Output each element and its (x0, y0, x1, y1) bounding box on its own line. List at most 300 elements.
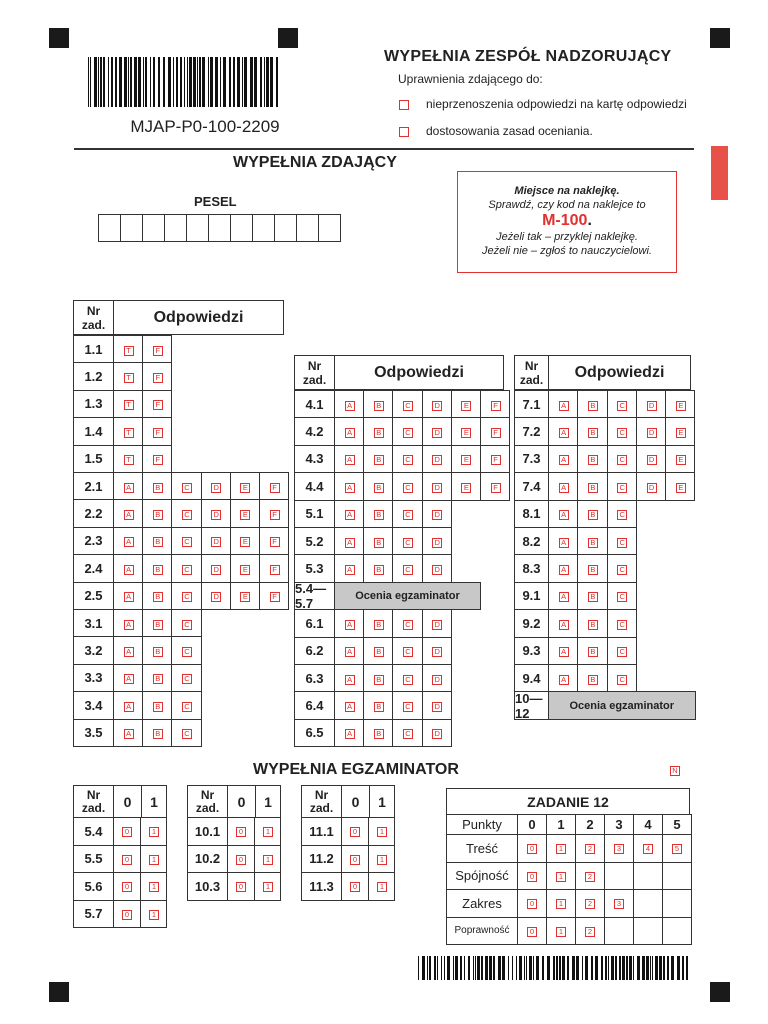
answer-option-A[interactable]: A (124, 729, 134, 739)
answer-cell (113, 472, 143, 500)
answer-option-B[interactable]: B (588, 565, 598, 575)
answer-cell (363, 390, 393, 418)
answer-option-A[interactable]: A (124, 674, 134, 684)
score-option-0[interactable]: 0 (236, 855, 246, 865)
score-cell (113, 845, 141, 874)
answer-option-B[interactable]: B (153, 592, 163, 602)
pesel-digit-box[interactable] (164, 214, 187, 242)
task-number: 4.1 (294, 390, 335, 418)
answer-cell (607, 664, 637, 692)
answer-cell (392, 445, 422, 473)
answer-option-B[interactable]: B (374, 483, 384, 493)
answer-option-D[interactable]: D (647, 401, 657, 411)
pesel-digit-box[interactable] (120, 214, 143, 242)
answer-option-A[interactable]: A (345, 510, 355, 520)
answer-option-C[interactable]: C (403, 729, 413, 739)
answer-option-F[interactable]: F (491, 428, 501, 438)
answer-option-E[interactable]: E (461, 483, 471, 493)
answer-option-C[interactable]: C (617, 455, 627, 465)
criterion-label: Poprawność (446, 917, 518, 946)
examiner-only-cell: Ocenia egzaminator (334, 582, 481, 610)
answer-option-A[interactable]: A (559, 455, 569, 465)
answer-option-C[interactable]: C (617, 565, 627, 575)
answer-option-D[interactable]: D (647, 455, 657, 465)
answer-option-C[interactable]: C (182, 510, 192, 520)
answer-option-F[interactable]: F (491, 401, 501, 411)
criterion-option-3[interactable]: 3 (614, 899, 624, 909)
answer-option-B[interactable]: B (588, 510, 598, 520)
criterion-score-cell (517, 834, 547, 863)
answer-option-E[interactable]: E (240, 510, 250, 520)
answer-option-C[interactable]: C (403, 428, 413, 438)
answer-option-E[interactable]: E (240, 483, 250, 493)
answer-cell (363, 691, 393, 719)
examiner-section-title: WYPEŁNIA EGZAMINATOR (253, 761, 459, 778)
answer-option-E[interactable]: E (240, 592, 250, 602)
answer-option-D[interactable]: D (647, 483, 657, 493)
criterion-option-5[interactable]: 5 (672, 844, 682, 854)
answer-cell (392, 554, 422, 582)
answers-header (73, 300, 284, 335)
answer-option-A[interactable]: A (559, 428, 569, 438)
answer-option-B[interactable]: B (153, 729, 163, 739)
answer-option-F[interactable]: F (270, 565, 280, 575)
answer-option-A[interactable]: A (124, 647, 134, 657)
answer-option-B[interactable]: B (374, 510, 384, 520)
answer-option-A[interactable]: A (345, 565, 355, 575)
points-header-0: 0 (517, 814, 547, 835)
score-option-1[interactable]: 1 (149, 827, 159, 837)
answer-option-B[interactable]: B (588, 592, 598, 602)
answer-option-B[interactable]: B (374, 538, 384, 548)
answer-option-D[interactable]: D (432, 702, 442, 712)
sticker-title: Miejsce na naklejkę. (514, 185, 620, 197)
criterion-option-2[interactable]: 2 (585, 899, 595, 909)
answer-option-C[interactable]: C (403, 510, 413, 520)
answer-cell (480, 472, 510, 500)
pesel-digit-box[interactable] (252, 214, 275, 242)
answer-option-D[interactable]: D (432, 647, 442, 657)
answer-option-B[interactable]: B (374, 647, 384, 657)
answer-option-D[interactable]: D (211, 592, 221, 602)
criterion-option-2[interactable]: 2 (585, 872, 595, 882)
answer-cell (577, 582, 607, 610)
answer-option-T[interactable]: T (124, 373, 134, 383)
task-number: 6.4 (294, 691, 335, 719)
answer-option-A[interactable]: A (345, 483, 355, 493)
col-0-header: 0 (228, 786, 256, 817)
pesel-digit-box[interactable] (186, 214, 209, 242)
answer-option-C[interactable]: C (403, 620, 413, 630)
answer-option-C[interactable]: C (182, 647, 192, 657)
answer-option-A[interactable]: A (124, 483, 134, 493)
zad-label: zad. (81, 318, 106, 332)
answer-option-C[interactable]: C (617, 401, 627, 411)
score-option-0[interactable]: 0 (236, 827, 246, 837)
answer-cell (422, 609, 452, 637)
task-number: 8.2 (514, 527, 549, 555)
answer-cell (392, 417, 422, 445)
answer-option-E[interactable]: E (676, 428, 686, 438)
zad-label: zad. (195, 801, 220, 815)
answer-cell (548, 527, 578, 555)
score-cell (368, 817, 395, 846)
score-option-1[interactable]: 1 (263, 827, 273, 837)
score-option-1[interactable]: 1 (263, 882, 273, 892)
pesel-digit-box[interactable] (318, 214, 341, 242)
answer-option-A[interactable]: A (345, 401, 355, 411)
answer-option-A[interactable]: A (559, 675, 569, 685)
answer-option-A[interactable]: A (559, 538, 569, 548)
answer-cell (334, 637, 364, 665)
answer-option-B[interactable]: B (588, 401, 598, 411)
criterion-score-cell (662, 862, 692, 891)
score-cell (140, 817, 167, 846)
examiner-grid-header (73, 785, 167, 818)
answer-option-C[interactable]: C (403, 538, 413, 548)
answer-option-A[interactable]: A (559, 620, 569, 630)
answer-cell (363, 417, 393, 445)
answer-option-D[interactable]: D (432, 510, 442, 520)
criterion-score-cell (546, 862, 576, 891)
answer-option-D[interactable]: D (432, 401, 442, 411)
checkbox-no-transfer[interactable] (399, 100, 409, 110)
score-option-1[interactable]: 1 (149, 910, 159, 920)
score-option-1[interactable]: 1 (149, 882, 159, 892)
answer-cell (363, 637, 393, 665)
nr-header (188, 786, 228, 817)
task-number: 2.5 (73, 582, 114, 610)
answer-option-F[interactable]: F (270, 510, 280, 520)
score-option-1[interactable]: 1 (263, 855, 273, 865)
answer-option-A[interactable]: A (559, 483, 569, 493)
answer-option-B[interactable]: B (374, 401, 384, 411)
answer-cell (171, 691, 201, 719)
answer-cell (171, 554, 201, 582)
score-option-0[interactable]: 0 (236, 882, 246, 892)
criterion-option-1[interactable]: 1 (556, 872, 566, 882)
answer-option-B[interactable]: B (588, 647, 598, 657)
answer-option-D[interactable]: D (211, 510, 221, 520)
answer-option-F[interactable]: F (270, 483, 280, 493)
criterion-score-cell (662, 834, 692, 863)
task-number: 3.2 (73, 636, 114, 664)
col-0-header: 0 (114, 786, 142, 817)
criterion-score-cell (517, 889, 547, 918)
answer-option-F[interactable]: F (153, 373, 163, 383)
task-number: 3.5 (73, 719, 114, 747)
answer-option-C[interactable]: C (617, 620, 627, 630)
answer-option-T[interactable]: T (124, 400, 134, 410)
answer-option-A[interactable]: A (124, 620, 134, 630)
answer-option-C[interactable]: C (403, 455, 413, 465)
answer-option-A[interactable]: A (345, 647, 355, 657)
task-number: 8.3 (514, 554, 549, 582)
answer-option-A[interactable]: A (345, 455, 355, 465)
criterion-option-2[interactable]: 2 (585, 844, 595, 854)
answer-option-B[interactable]: B (374, 675, 384, 685)
criterion-option-0[interactable]: 0 (527, 927, 537, 937)
score-option-1[interactable]: 1 (377, 827, 387, 837)
answer-cell (259, 582, 289, 610)
answer-option-B[interactable]: B (588, 538, 598, 548)
task-number: 8.1 (514, 500, 549, 528)
score-option-0[interactable]: 0 (350, 827, 360, 837)
answer-option-A[interactable]: A (559, 565, 569, 575)
answer-option-B[interactable]: B (588, 675, 598, 685)
criterion-label: Treść (446, 834, 518, 863)
answer-option-E[interactable]: E (461, 455, 471, 465)
criterion-label: Spójność (446, 862, 518, 891)
answer-cell (548, 417, 578, 445)
answer-option-D[interactable]: D (432, 428, 442, 438)
score-option-0[interactable]: 0 (122, 910, 132, 920)
criterion-option-1[interactable]: 1 (556, 927, 566, 937)
score-cell (140, 900, 167, 929)
answer-option-E[interactable]: E (240, 565, 250, 575)
col-1-header: 1 (378, 793, 386, 810)
n-mark[interactable]: N (670, 766, 680, 776)
answer-option-C[interactable]: C (182, 592, 192, 602)
answer-option-A[interactable]: A (559, 647, 569, 657)
criterion-option-3[interactable]: 3 (614, 844, 624, 854)
answer-option-C[interactable]: C (617, 483, 627, 493)
pesel-field[interactable] (98, 214, 340, 242)
answer-option-A[interactable]: A (345, 428, 355, 438)
pesel-digit-box[interactable] (274, 214, 297, 242)
answer-cell (363, 472, 393, 500)
answer-option-F[interactable]: F (270, 537, 280, 547)
answer-option-B[interactable]: B (153, 510, 163, 520)
answer-option-E[interactable]: E (240, 537, 250, 547)
answer-option-D[interactable]: D (432, 538, 442, 548)
side-tab (711, 146, 728, 200)
score-option-1[interactable]: 1 (377, 855, 387, 865)
answer-option-A[interactable]: A (124, 565, 134, 575)
answer-option-C[interactable]: C (182, 702, 192, 712)
answer-option-C[interactable]: C (182, 620, 192, 630)
answer-option-C[interactable]: C (182, 483, 192, 493)
answer-option-E[interactable]: E (676, 401, 686, 411)
nr-label: Nr (86, 304, 101, 318)
answer-option-B[interactable]: B (374, 455, 384, 465)
answer-option-D[interactable]: D (432, 455, 442, 465)
criterion-option-1[interactable]: 1 (556, 844, 566, 854)
answer-option-A[interactable]: A (559, 401, 569, 411)
answer-option-F[interactable]: F (153, 400, 163, 410)
task-number: 1.3 (73, 390, 114, 418)
answer-option-A[interactable]: A (345, 702, 355, 712)
criterion-score-cell (575, 917, 605, 946)
answer-option-D[interactable]: D (211, 537, 221, 547)
option-adapted-grading-label: dostosowania zasad oceniania. (426, 124, 593, 138)
answer-option-B[interactable]: B (153, 702, 163, 712)
score-option-1[interactable]: 1 (377, 882, 387, 892)
answer-option-E[interactable]: E (676, 483, 686, 493)
answer-option-B[interactable]: B (588, 428, 598, 438)
answer-option-F[interactable]: F (153, 428, 163, 438)
criterion-option-0[interactable]: 0 (527, 872, 537, 882)
answer-cell (422, 554, 452, 582)
answer-option-C[interactable]: C (182, 729, 192, 739)
pesel-digit-box[interactable] (208, 214, 231, 242)
answer-option-A[interactable]: A (124, 702, 134, 712)
task-number: 11.2 (301, 845, 342, 874)
answer-option-F[interactable]: F (270, 592, 280, 602)
answer-option-F[interactable]: F (491, 483, 501, 493)
answer-option-C[interactable]: C (617, 510, 627, 520)
criterion-score-cell (633, 834, 663, 863)
answer-option-F[interactable]: F (153, 455, 163, 465)
answer-option-B[interactable]: B (153, 537, 163, 547)
score-option-0[interactable]: 0 (122, 882, 132, 892)
criterion-score-cell (633, 917, 663, 946)
answer-option-C[interactable]: C (617, 538, 627, 548)
answer-option-E[interactable]: E (461, 401, 471, 411)
task-number: 1.5 (73, 445, 114, 473)
answer-option-C[interactable]: C (617, 675, 627, 685)
criterion-option-0[interactable]: 0 (527, 899, 537, 909)
pesel-digit-box[interactable] (98, 214, 121, 242)
answer-option-D[interactable]: D (432, 565, 442, 575)
answer-option-C[interactable]: C (617, 647, 627, 657)
answer-option-A[interactable]: A (345, 538, 355, 548)
answer-option-C[interactable]: C (182, 674, 192, 684)
registration-mark-bottom-right (710, 982, 730, 1002)
checkbox-adapted-grading[interactable] (399, 127, 409, 137)
answer-option-B[interactable]: B (374, 565, 384, 575)
criterion-option-1[interactable]: 1 (556, 899, 566, 909)
answer-cell (113, 719, 143, 747)
criterion-score-cell (517, 862, 547, 891)
score-option-0[interactable]: 0 (350, 882, 360, 892)
task-number: 10—12 (514, 691, 549, 719)
answer-option-C[interactable]: C (182, 565, 192, 575)
answer-option-A[interactable]: A (559, 510, 569, 520)
answer-option-A[interactable]: A (559, 592, 569, 602)
answer-option-B[interactable]: B (374, 620, 384, 630)
answer-option-F[interactable]: F (491, 455, 501, 465)
answer-option-C[interactable]: C (403, 565, 413, 575)
answer-option-C[interactable]: C (403, 401, 413, 411)
answer-cell (577, 664, 607, 692)
answer-option-C[interactable]: C (403, 702, 413, 712)
answer-option-B[interactable]: B (153, 483, 163, 493)
answer-option-D[interactable]: D (211, 565, 221, 575)
answer-option-A[interactable]: A (124, 592, 134, 602)
answer-option-B[interactable]: B (374, 702, 384, 712)
answer-option-B[interactable]: B (374, 729, 384, 739)
answer-cell (548, 637, 578, 665)
answer-option-T[interactable]: T (124, 428, 134, 438)
answer-option-D[interactable]: D (432, 675, 442, 685)
answer-cell (607, 390, 637, 418)
registration-mark-top-center (278, 28, 298, 48)
points-label: Punkty (446, 814, 518, 835)
answer-cell (171, 664, 201, 692)
answer-option-C[interactable]: C (403, 675, 413, 685)
score-cell (113, 817, 141, 846)
pesel-digit-box[interactable] (230, 214, 253, 242)
answer-option-B[interactable]: B (588, 483, 598, 493)
answer-option-A[interactable]: A (345, 620, 355, 630)
criterion-score-cell (546, 917, 576, 946)
answer-option-B[interactable]: B (588, 455, 598, 465)
criterion-option-4[interactable]: 4 (643, 844, 653, 854)
score-option-1[interactable]: 1 (149, 855, 159, 865)
rights-label: Uprawnienia zdającego do: (398, 72, 543, 86)
answer-cell (636, 445, 666, 473)
answer-option-D[interactable]: D (211, 483, 221, 493)
answer-option-D[interactable]: D (432, 620, 442, 630)
answer-option-T[interactable]: T (124, 455, 134, 465)
task-number: 6.2 (294, 637, 335, 665)
answer-cell (113, 664, 143, 692)
answer-option-C[interactable]: C (182, 537, 192, 547)
answer-option-D[interactable]: D (432, 483, 442, 493)
answer-option-B[interactable]: B (153, 620, 163, 630)
pesel-digit-box[interactable] (296, 214, 319, 242)
answer-option-A[interactable]: A (124, 537, 134, 547)
answer-cell (451, 445, 481, 473)
answer-cell (548, 445, 578, 473)
score-option-0[interactable]: 0 (122, 855, 132, 865)
answer-cell (334, 472, 364, 500)
answer-option-A[interactable]: A (345, 729, 355, 739)
answer-option-F[interactable]: F (153, 346, 163, 356)
answer-cell (334, 719, 364, 747)
criterion-option-0[interactable]: 0 (527, 844, 537, 854)
answer-option-D[interactable]: D (432, 729, 442, 739)
col-1-header: 1 (150, 793, 158, 810)
answer-cell (548, 664, 578, 692)
answer-option-C[interactable]: C (403, 647, 413, 657)
answer-cell (392, 500, 422, 528)
answer-option-C[interactable]: C (617, 592, 627, 602)
answer-cell (334, 527, 364, 555)
answer-option-B[interactable]: B (153, 647, 163, 657)
task-number: 3.4 (73, 691, 114, 719)
score-option-0[interactable]: 0 (350, 855, 360, 865)
answer-option-A[interactable]: A (124, 510, 134, 520)
criterion-score-cell (662, 917, 692, 946)
score-option-0[interactable]: 0 (122, 827, 132, 837)
criterion-option-2[interactable]: 2 (585, 927, 595, 937)
answer-option-C[interactable]: C (617, 428, 627, 438)
answer-option-B[interactable]: B (153, 565, 163, 575)
answer-option-E[interactable]: E (461, 428, 471, 438)
answer-cell (548, 582, 578, 610)
answer-cell (548, 609, 578, 637)
criterion-score-cell (575, 862, 605, 891)
answer-option-C[interactable]: C (403, 483, 413, 493)
answer-option-D[interactable]: D (647, 428, 657, 438)
answer-option-T[interactable]: T (124, 346, 134, 356)
answer-option-B[interactable]: B (374, 428, 384, 438)
pesel-digit-box[interactable] (142, 214, 165, 242)
sticker-code: M-100. (542, 212, 592, 229)
answer-option-B[interactable]: B (153, 674, 163, 684)
answer-option-A[interactable]: A (345, 675, 355, 685)
score-cell (254, 872, 281, 901)
answer-cell (113, 499, 143, 527)
answer-option-E[interactable]: E (676, 455, 686, 465)
barcode-top (88, 57, 278, 107)
answer-option-B[interactable]: B (588, 620, 598, 630)
task-number: 5.5 (73, 845, 114, 874)
answer-cell (636, 417, 666, 445)
answer-cell (392, 719, 422, 747)
